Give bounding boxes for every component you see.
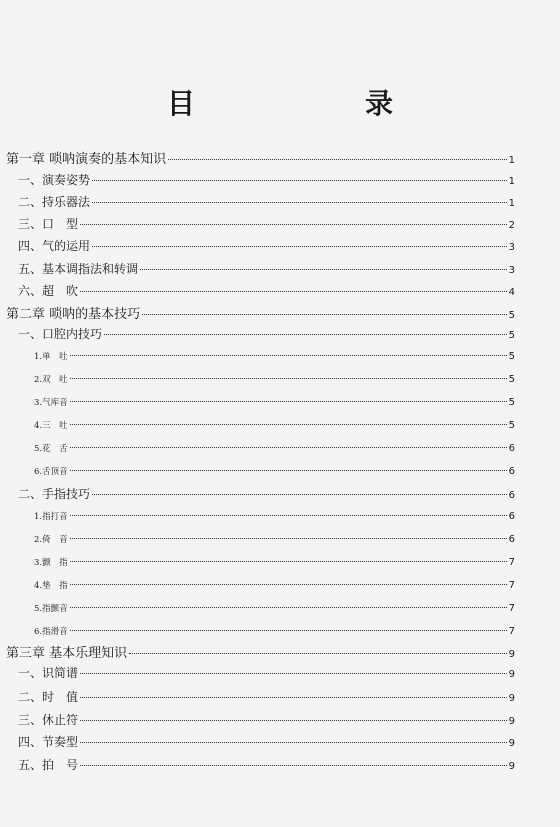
toc-label: 5.花 舌 — [34, 444, 68, 454]
dot-leader — [70, 424, 507, 425]
dot-leader — [80, 697, 507, 698]
dot-leader — [80, 720, 507, 721]
dot-leader — [92, 246, 507, 247]
toc-label: 三、口 型 — [18, 217, 79, 231]
dot-leader — [92, 180, 507, 181]
toc-page: 1 — [508, 176, 515, 187]
toc-label: 3.气库音 — [34, 398, 68, 408]
toc-entry — [6, 642, 515, 661]
toc-label: 第三章 基本乐理知识 — [6, 646, 128, 661]
toc-page: 5 — [508, 374, 515, 385]
toc-entry — [34, 533, 515, 545]
toc-label: 3.颤 指 — [34, 558, 68, 568]
toc-label: 1.指打音 — [34, 512, 68, 522]
dot-leader — [70, 538, 507, 539]
toc-label: 六、超 吹 — [18, 284, 79, 298]
toc-entry — [18, 688, 515, 705]
toc-entry — [34, 396, 515, 408]
toc-label: 五、基本调指法和转调 — [18, 262, 139, 276]
toc-label: 6.指滑音 — [34, 627, 68, 637]
toc-entry — [34, 373, 515, 385]
dot-leader — [80, 224, 507, 225]
toc-page: 9 — [508, 669, 515, 680]
toc-label: 4.垫 指 — [34, 581, 68, 591]
toc-page: 5 — [508, 310, 515, 321]
toc-page: 7 — [508, 557, 515, 568]
dot-leader — [80, 765, 507, 766]
toc-entry — [34, 350, 515, 362]
toc-label: 二、时 值 — [18, 690, 79, 704]
toc-label: 二、持乐器法 — [18, 195, 91, 209]
toc-label: 四、气的运用 — [18, 239, 91, 253]
dot-leader — [70, 607, 507, 608]
toc-entry — [34, 579, 515, 591]
toc-entry — [18, 282, 515, 299]
toc-page: 5 — [508, 330, 515, 341]
dot-leader — [70, 561, 507, 562]
toc-label: 二、手指技巧 — [18, 487, 91, 501]
toc-label: 一、演奏姿势 — [18, 173, 91, 187]
toc-page: 5 — [508, 420, 515, 431]
toc-label: 5.指颤音 — [34, 604, 68, 614]
toc-entry — [18, 485, 515, 502]
toc-page: 6 — [508, 534, 515, 545]
toc-entry — [34, 556, 515, 568]
dot-leader — [80, 291, 507, 292]
dot-leader — [70, 447, 507, 448]
toc-page: 2 — [508, 220, 515, 231]
dot-leader — [168, 159, 506, 160]
toc-page: 1 — [508, 155, 515, 166]
toc-label: 一、口腔内技巧 — [18, 327, 103, 341]
dot-leader — [70, 584, 507, 585]
toc-entry — [18, 733, 515, 750]
dot-leader — [80, 742, 507, 743]
dot-leader — [70, 630, 507, 631]
toc-label: 三、休止符 — [18, 713, 79, 727]
toc-entry — [34, 419, 515, 431]
toc-label: 6.舌顶音 — [34, 467, 68, 477]
toc-page: 9 — [508, 649, 515, 660]
toc-label: 第一章 唢呐演奏的基本知识 — [6, 152, 167, 167]
dot-leader — [70, 355, 507, 356]
dot-leader — [70, 378, 507, 379]
toc-label: 一、识简谱 — [18, 666, 79, 680]
toc-page: 1 — [508, 198, 515, 209]
toc-entry — [18, 325, 515, 342]
toc-entry — [18, 711, 515, 728]
dot-leader — [104, 334, 507, 335]
toc-page: 5 — [508, 351, 515, 362]
dot-leader — [70, 515, 507, 516]
toc-entry — [18, 171, 515, 188]
toc-page: 9 — [508, 738, 515, 749]
toc-page: 3 — [508, 265, 515, 276]
toc-entry — [34, 625, 515, 637]
page-title: 目 录 — [166, 87, 431, 120]
dot-leader — [92, 494, 507, 495]
toc-label: 1.单 吐 — [34, 352, 68, 362]
dot-leader — [142, 314, 506, 315]
toc-page: 7 — [508, 580, 515, 591]
toc-entry — [6, 148, 515, 167]
toc-page: 6 — [508, 466, 515, 477]
toc-label: 4.三 吐 — [34, 421, 68, 431]
toc-entry — [18, 237, 515, 254]
toc-page: 4 — [508, 287, 515, 298]
toc-entry — [34, 602, 515, 614]
toc-page: 9 — [508, 716, 515, 727]
toc-label: 四、节奏型 — [18, 735, 79, 749]
dot-leader — [92, 202, 507, 203]
dot-leader — [129, 653, 506, 654]
toc-entry — [18, 260, 515, 277]
toc-label: 2.倚 音 — [34, 535, 68, 545]
toc-label: 2.双 吐 — [34, 375, 68, 385]
toc-entry — [34, 510, 515, 522]
dot-leader — [70, 470, 507, 471]
toc-page: 6 — [508, 490, 515, 501]
toc-page: 3 — [508, 242, 515, 253]
toc-entry — [18, 215, 515, 232]
toc-page: 6 — [508, 443, 515, 454]
dot-leader — [70, 401, 507, 402]
toc-entry — [6, 303, 515, 322]
dot-leader — [80, 673, 507, 674]
toc-entry — [18, 193, 515, 210]
toc-entry — [18, 664, 515, 681]
toc-page: 9 — [508, 693, 515, 704]
dot-leader — [140, 269, 507, 270]
toc-label: 五、拍 号 — [18, 758, 79, 772]
toc-page: 5 — [508, 397, 515, 408]
toc-entry — [34, 442, 515, 454]
toc-label: 第二章 唢呐的基本技巧 — [6, 307, 141, 322]
toc-entry — [34, 465, 515, 477]
toc-page: 7 — [508, 626, 515, 637]
toc-page: 7 — [508, 603, 515, 614]
toc-entry — [18, 756, 515, 773]
toc-page: 9 — [508, 761, 515, 772]
toc-page: 6 — [508, 511, 515, 522]
